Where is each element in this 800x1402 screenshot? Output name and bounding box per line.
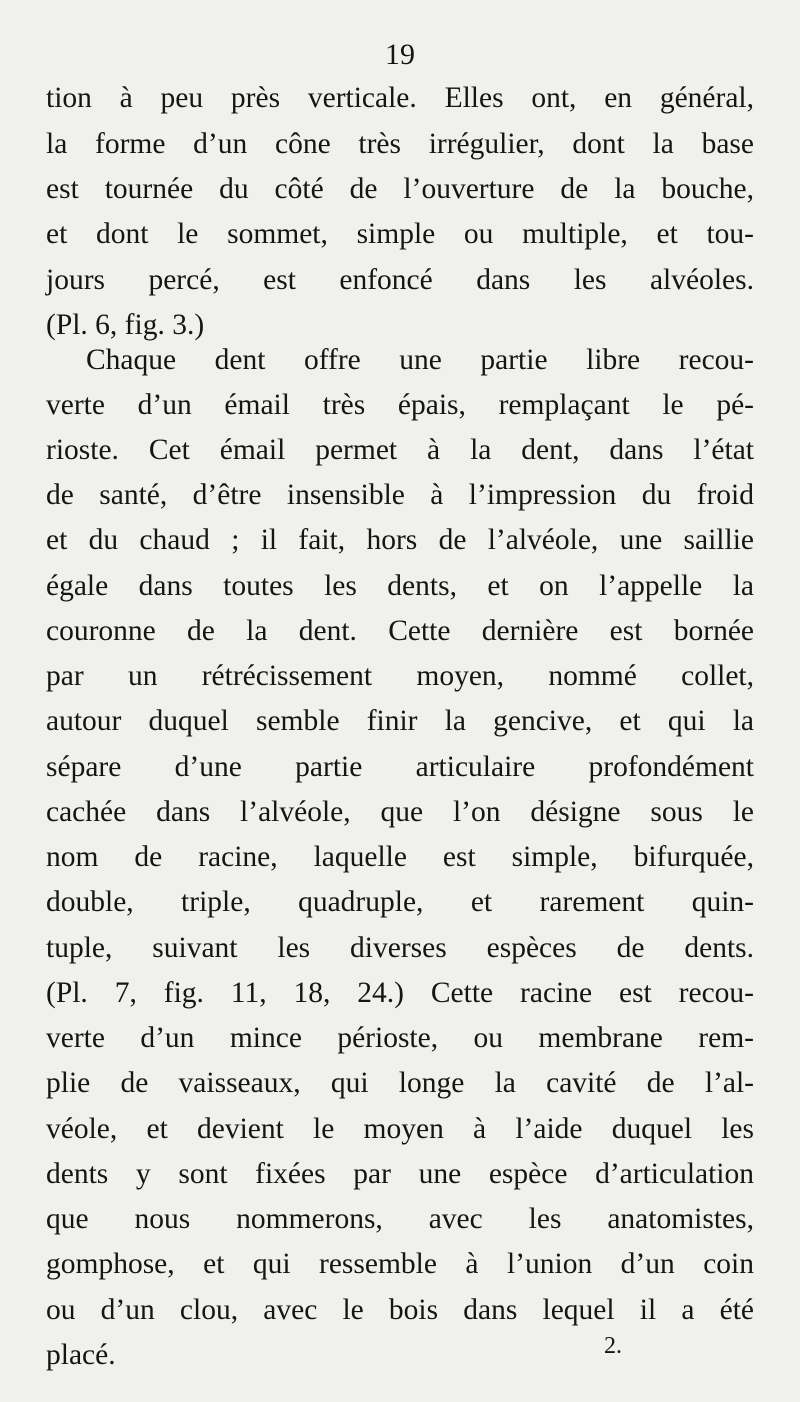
text-line: verte d’un émail très épais, remplaçant le pé- [46,389,754,421]
page-number: 19 [385,38,415,71]
text-line: (Pl. 6, fig. 3.) [46,309,205,341]
text-line: et du chaud ; il fait, hors de l’alvéole, une saillie [46,524,754,556]
text-line: gomphose, et qui ressemble à l’union d’un coin [46,1248,754,1280]
text-line: la forme d’un cône très irrégulier, dont la base [46,128,754,160]
text-line: véole, et devient le moyen à l’aide duquel les [46,1113,754,1145]
text-line: autour duquel semble finir la gencive, et qui la [46,705,754,737]
text-line: ou d’un clou, avec le bois dans lequel il a été [46,1294,754,1326]
text-line: et dont le sommet, simple ou multiple, et tou- [46,218,754,250]
text-line: rioste. Cet émail permet à la dent, dans l’état [46,434,754,466]
text-line: dents y sont fixées par une espèce d’articulation [46,1158,754,1190]
text-line: que nous nommerons, avec les anatomistes, [46,1203,754,1235]
text-line: placé. [46,1339,116,1371]
text-line: de santé, d’être insensible à l’impression du froid [46,479,754,511]
paragraph-start-line: Chaque dent offre une partie libre recou- [86,344,754,376]
text-line: couronne de la dent. Cette dernière est bornée [46,615,754,647]
text-line: cachée dans l’alvéole, que l’on désigne sous le [46,796,754,828]
text-line: (Pl. 7, fig. 11, 18, 24.) Cette racine est recou- [46,977,754,1009]
text-line: nom de racine, laquelle est simple, bifurquée, [46,841,754,873]
text-line: est tournée du côté de l’ouverture de la bouche, [46,173,754,205]
text-line: tion à peu près verticale. Elles ont, en général, [46,82,754,114]
text-line: égale dans toutes les dents, et on l’appelle la [46,570,754,602]
text-line: verte d’un mince périoste, ou membrane rem- [46,1022,754,1054]
text-line: par un rétrécissement moyen, nommé collet, [46,660,754,692]
text-line: sépare d’une partie articulaire profondément [46,751,754,783]
signature-mark: 2. [604,1333,622,1359]
text-line: plie de vaisseaux, qui longe la cavité de l’al- [46,1067,754,1099]
text-line: double, triple, quadruple, et rarement quin- [46,886,754,918]
text-line: jours percé, est enfoncé dans les alvéoles. [46,264,754,296]
text-line: tuple, suivant les diverses espèces de dents. [46,932,754,964]
